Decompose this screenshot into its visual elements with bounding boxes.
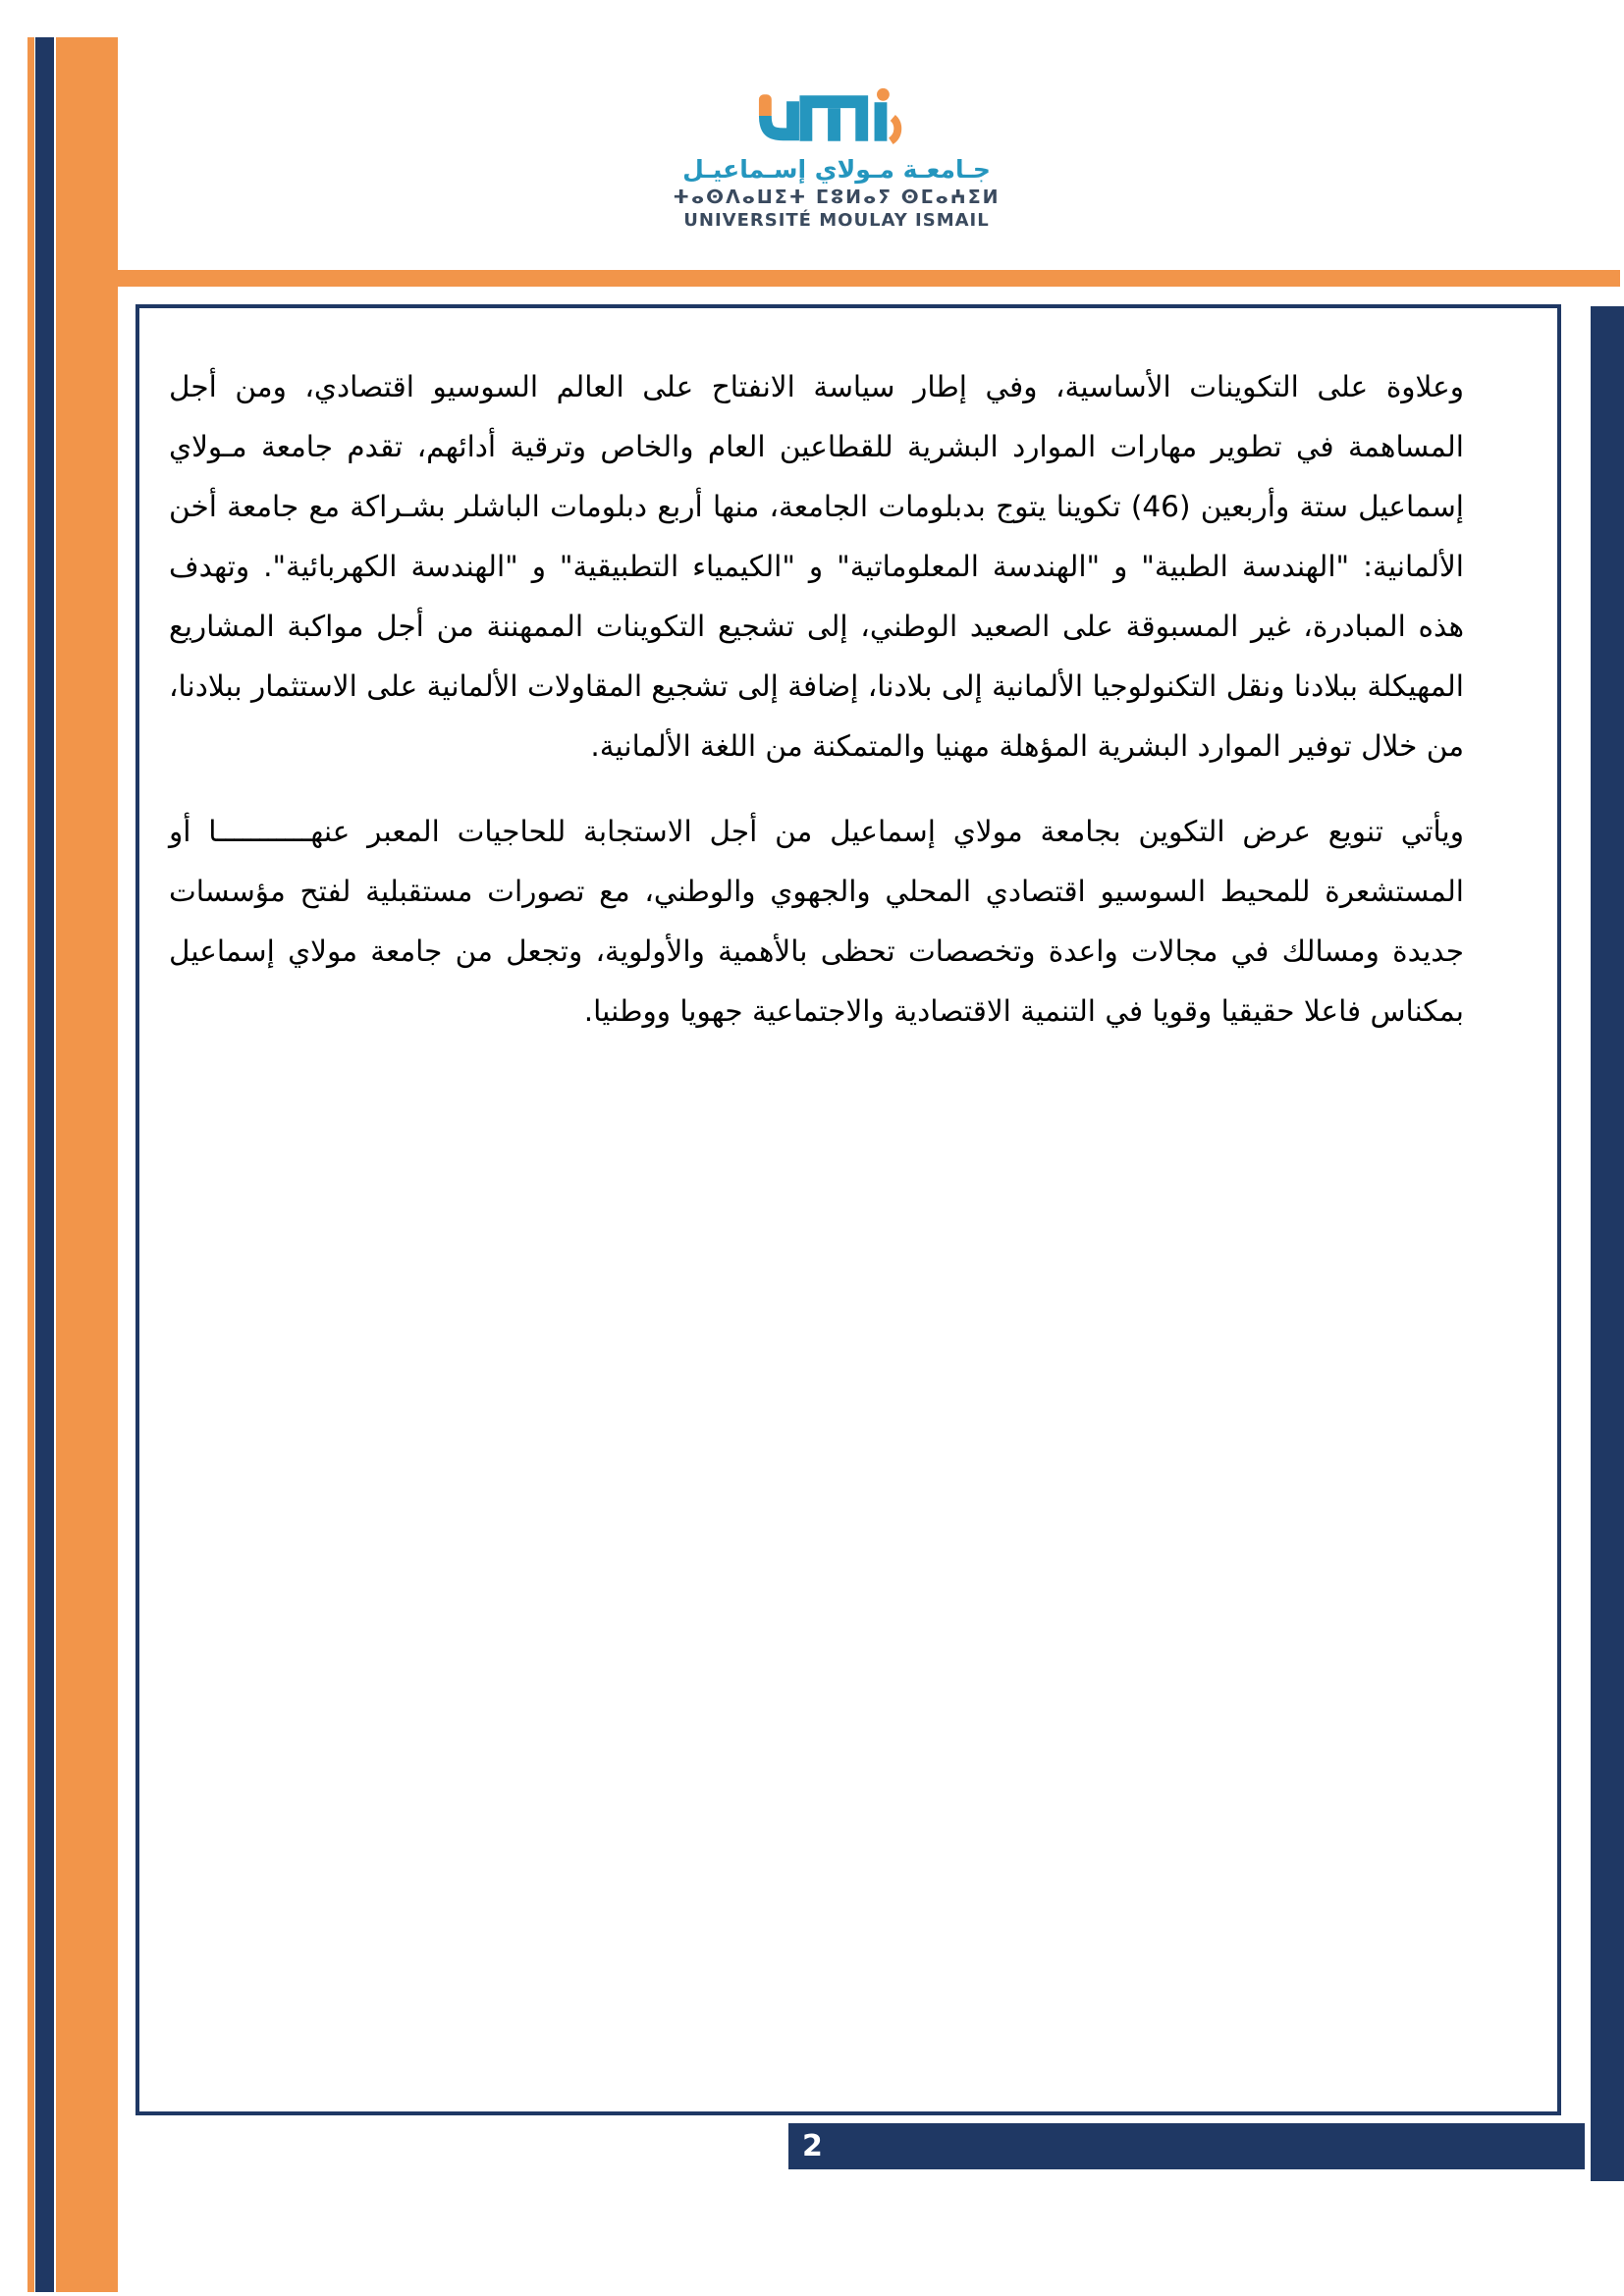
left-navy-strip	[35, 37, 54, 2292]
paragraph-2: ويأتي تنويع عرض التكوين بجامعة مولاي إسماعيل من أجل الاستجابة للحاجيات المعبر عنهـــــــــــا أو المستشعرة للمحيط السوسيو اقتصادي المحلي والجهوي والوطني، مع تصورات مستقبلية لفتح مؤسسات جديدة ومسالك في مجالات واعدة وتخصصات تحظى بالأهمية والأولوية، وتجعل من جامعة مولاي إسماعيل بمكناس فاعلا حقيقيا وقويا في التنمية الاقتصادية والاجتماعية جهويا ووطنيا.	[169, 815, 1464, 1028]
page-number: 2	[802, 2129, 823, 2163]
university-name-tifinagh: ⵜⴰⵙⴷⴰⵡⵉⵜ ⵎⵓⵍⴰⵢ ⵙⵎⴰⵄⵉⵍ	[673, 187, 1001, 208]
header-orange-band	[118, 270, 1620, 287]
left-wide-orange-bar	[56, 37, 118, 2292]
university-name-arabic: جـامعـة مـولاي إسـماعيـل	[682, 155, 991, 184]
university-name-latin: UNIVERSITÉ MOULAY ISMAIL	[683, 210, 990, 231]
paragraph-1: وعلاوة على التكوينات الأساسية، وفي إطار سياسة الانفتاح على العالم السوسيو اقتصادي، ومن أجل المساهمة في تطوير مهارات الموارد البشرية للقطاعين العام والخاص وترقية أدائهم، تقدم جامعة مـولاي إسماعيل ستة وأربعين (46) تكوينا يتوج بدبلومات الجامعة، منها أربع دبلومات الباشلر بشـراكة مع جامعة أخن الألمانية: "الهندسة الطبية" و "الهندسة المعلوماتية" و "الكيمياء التطبيقية" و "الهندسة الكهربائية". وتهدف هذه المبادرة، غير المسبوقة على الصعيد الوطني، إلى تشجيع التكوينات الممهننة من أجل مواكبة المشاريع المهيكلة ببلادنا ونقل التكنولوجيا الألمانية إلى بلادنا، إضافة إلى تشجيع المقاولات الألمانية على الاستثمار ببلادنا، من خلال توفير الموارد البشرية المؤهلة مهنيا والمتمكنة من اللغة الألمانية.	[169, 370, 1464, 763]
umi-logo-icon	[754, 88, 919, 151]
right-navy-bar	[1591, 306, 1624, 2181]
footer-bar	[788, 2123, 1585, 2169]
content-frame	[135, 304, 1561, 2115]
university-logo	[628, 88, 1045, 232]
left-thin-orange-strip	[27, 37, 34, 2292]
